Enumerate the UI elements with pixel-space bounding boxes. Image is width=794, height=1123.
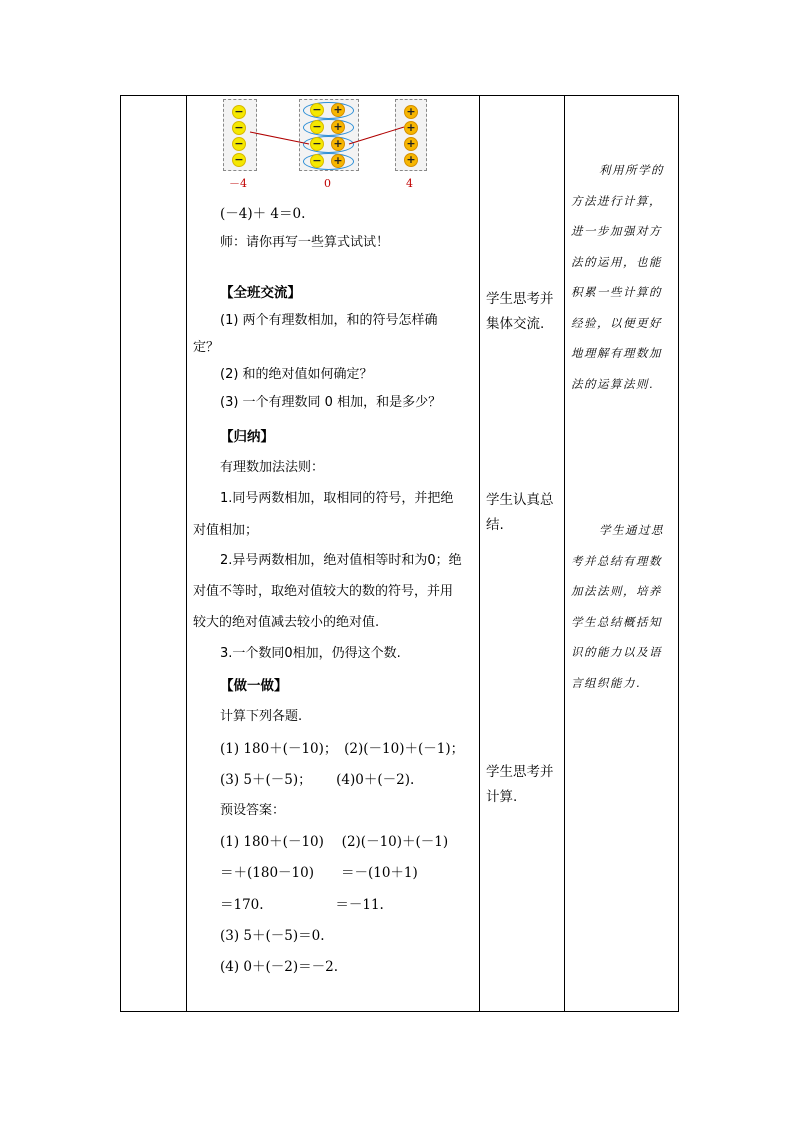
practice-problems-2: (3) 5＋(－5)； (4)0＋(－2). bbox=[220, 772, 415, 788]
summary-heading: 【归纳】 bbox=[220, 429, 274, 445]
intent-line: 考并总结有理数 bbox=[571, 553, 662, 568]
plus-chip: + bbox=[331, 120, 345, 134]
rule-1-cont: 对值相加； bbox=[193, 523, 259, 538]
intent-line: 学生总结概括知 bbox=[571, 614, 662, 629]
intent-line: 法的运用，也能 bbox=[571, 254, 662, 269]
teacher-prompt: 师：请你再写一些算式试试！ bbox=[220, 235, 390, 250]
student-activity-3: 学生思考并计算. bbox=[486, 764, 554, 805]
intent-line: 积累一些计算的 bbox=[571, 285, 662, 299]
plus-chip: + bbox=[404, 121, 418, 135]
student-activity-cell bbox=[480, 95, 564, 1012]
minus-chip: − bbox=[232, 137, 246, 151]
student-activity-2: 学生认真总结. bbox=[486, 492, 554, 533]
answer-title: 预设答案： bbox=[220, 803, 286, 818]
intent-line: 识的能力以及语 bbox=[571, 645, 662, 659]
intent-line: 进一步加强对方 bbox=[571, 224, 662, 238]
plus-chip: + bbox=[404, 153, 418, 167]
design-intent-1 bbox=[571, 155, 675, 399]
question-1-cont: 定？ bbox=[193, 340, 220, 355]
practice-intro: 计算下列各题. bbox=[220, 709, 303, 724]
equation-line: (－4)＋ 4＝0. bbox=[220, 206, 306, 222]
design-intent-cell bbox=[565, 95, 679, 1012]
minus-chip: − bbox=[232, 105, 246, 119]
question-3: (3) 一个有理数同 0 相加，和是多少？ bbox=[220, 395, 442, 410]
connector-lines bbox=[187, 95, 479, 185]
answer-line: (4) 0＋(－2)＝－2. bbox=[220, 959, 339, 975]
student-activity-1: 学生思考并集体交流. bbox=[486, 291, 554, 332]
intent-line: 法的运算法则. bbox=[571, 376, 655, 391]
label-four: 4 bbox=[406, 177, 413, 190]
rule-2-cont: 对值不等时，取绝对值较大的数的符号，并用 bbox=[193, 584, 454, 599]
label-negative-four: －4 bbox=[229, 177, 247, 190]
plus-chip: + bbox=[331, 137, 345, 151]
answer-line: ＝170. ＝－11. bbox=[220, 897, 384, 913]
plus-chip: + bbox=[404, 137, 418, 151]
minus-chip: − bbox=[232, 121, 246, 135]
plus-chip: + bbox=[331, 103, 345, 117]
rule-2-cont: 较大的绝对值减去较小的绝对值. bbox=[193, 615, 380, 630]
intent-line: 地理解有理数加 bbox=[571, 346, 662, 360]
question-1: (1) 两个有理数相加，和的符号怎样确 bbox=[220, 313, 438, 328]
question-2: (2) 和的绝对值如何确定？ bbox=[220, 367, 373, 382]
intent-line: 利用所学的 bbox=[599, 163, 664, 177]
plus-chip: + bbox=[404, 105, 418, 119]
practice-heading: 【做一做】 bbox=[220, 678, 288, 694]
plus-chip: + bbox=[331, 154, 345, 168]
rule-1: 1.同号两数相加，取相同的符号，并把绝 bbox=[220, 491, 454, 506]
rule-title: 有理数加法法则： bbox=[220, 460, 325, 475]
minus-chip: − bbox=[310, 154, 324, 168]
minus-chip: − bbox=[310, 103, 324, 117]
answer-line: ＝＋(180－10) ＝－(10＋1) bbox=[220, 865, 418, 881]
minus-chip: − bbox=[310, 120, 324, 134]
minus-chip: − bbox=[232, 153, 246, 167]
answer-line: (1) 180＋(－10) (2)(－10)＋(－1) bbox=[220, 834, 449, 850]
label-zero: 0 bbox=[324, 177, 331, 190]
teaching-process-cell bbox=[187, 95, 479, 1012]
intent-line: 经验，以便更好 bbox=[571, 315, 662, 330]
intent-line: 加法法则，培养 bbox=[571, 584, 662, 598]
exchange-heading: 【全班交流】 bbox=[220, 285, 301, 301]
design-intent-2 bbox=[571, 515, 675, 698]
answer-line: (3) 5＋(－5)＝0. bbox=[220, 928, 325, 944]
practice-problems-1: (1) 180＋(－10)； (2)(－10)＋(－1)； bbox=[220, 741, 465, 757]
intent-line: 言组织能力. bbox=[571, 675, 642, 690]
intent-line: 方法进行计算， bbox=[571, 193, 662, 208]
rule-3: 3.一个数同0相加，仍得这个数. bbox=[220, 646, 401, 661]
minus-chip: − bbox=[310, 137, 324, 151]
intent-line: 学生通过思 bbox=[599, 523, 664, 537]
rule-2: 2.异号两数相加，绝对值相等时和为0；绝 bbox=[220, 553, 462, 568]
